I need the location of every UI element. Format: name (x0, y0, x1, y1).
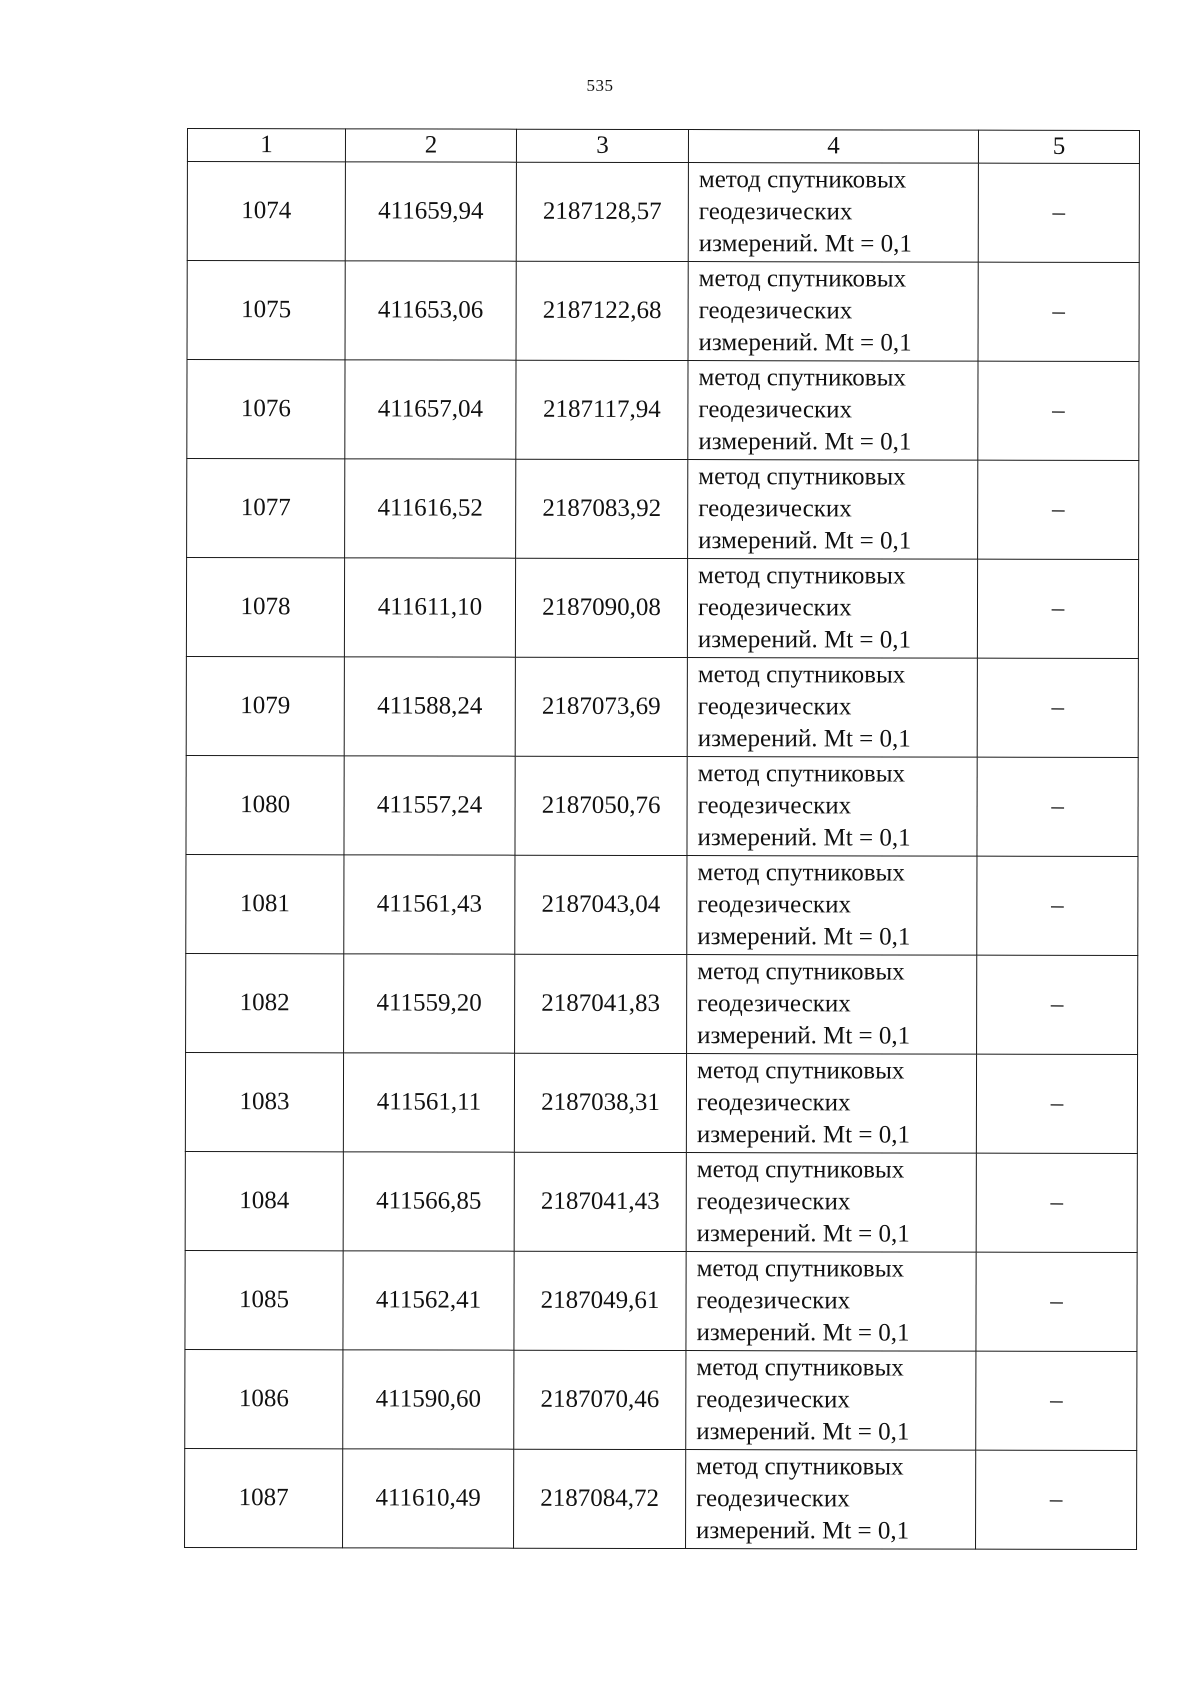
method-line: измерений. Mt = 0,1 (698, 428, 912, 456)
method-line: геодезических (697, 891, 851, 919)
y-coordinate-cell: 2187128,57 (516, 162, 688, 261)
y-coordinate-cell: 2187070,46 (514, 1350, 686, 1449)
method-line: метод спутниковых (698, 463, 906, 491)
method-line: метод спутниковых (698, 364, 906, 392)
method-line: измерений. Mt = 0,1 (696, 1220, 910, 1248)
method-line: измерений. Mt = 0,1 (697, 923, 911, 951)
header-cell-1: 1 (187, 129, 345, 162)
x-coordinate-cell: 411657,04 (345, 360, 516, 459)
method-line: геодезических (696, 1287, 851, 1315)
method-line: метод спутниковых (698, 562, 906, 590)
table-row (186, 854, 1138, 955)
y-coordinate-cell: 2187038,31 (514, 1053, 686, 1152)
note-cell: – (978, 163, 1139, 262)
x-coordinate-cell: 411561,43 (344, 855, 515, 954)
note-cell: – (976, 1450, 1137, 1549)
method-line: геодезических (697, 693, 852, 721)
y-coordinate-cell: 2187043,04 (515, 855, 687, 954)
point-number-cell: 1085 (185, 1250, 343, 1349)
header-cell-4: 4 (688, 130, 978, 164)
y-coordinate-cell: 2187084,72 (514, 1449, 686, 1548)
x-coordinate-cell: 411559,20 (344, 954, 515, 1053)
note-cell: – (976, 1351, 1137, 1450)
point-number-cell: 1081 (186, 854, 344, 953)
table-row (185, 1052, 1137, 1153)
note-cell: – (978, 460, 1139, 559)
method-line: измерений. Mt = 0,1 (696, 1418, 910, 1446)
method-line: измерений. Mt = 0,1 (698, 230, 912, 258)
method-cell (686, 1351, 976, 1451)
method-cell (688, 460, 978, 560)
x-coordinate-cell: 411653,06 (345, 261, 516, 360)
method-line: измерений. Mt = 0,1 (696, 1517, 910, 1545)
table-body (185, 162, 1140, 1550)
note-cell: – (976, 1252, 1137, 1351)
method-line: измерений. Mt = 0,1 (697, 626, 912, 654)
page-number: 535 (586, 76, 614, 95)
y-coordinate-cell: 2187041,83 (515, 954, 687, 1053)
point-number-cell: 1082 (186, 953, 344, 1052)
table-row (186, 656, 1138, 757)
method-line: измерений. Mt = 0,1 (696, 1121, 910, 1149)
method-line: геодезических (696, 1188, 851, 1216)
method-line: геодезических (698, 198, 853, 226)
table-row (187, 261, 1139, 362)
method-line: измерений. Mt = 0,1 (697, 725, 911, 753)
point-number-cell: 1075 (187, 261, 345, 360)
note-cell: – (978, 361, 1139, 460)
note-cell: – (976, 1153, 1137, 1252)
method-line: метод спутниковых (698, 265, 907, 293)
table-row (187, 162, 1139, 263)
x-coordinate-cell: 411610,49 (343, 1449, 514, 1548)
header-row (187, 129, 1139, 164)
method-line: метод спутниковых (698, 166, 907, 194)
table-row (185, 1250, 1137, 1351)
note-cell: – (977, 955, 1138, 1054)
method-line: геодезических (697, 792, 852, 820)
table-row (185, 1349, 1137, 1450)
header-cell-2: 2 (345, 129, 516, 162)
y-coordinate-cell: 2187050,76 (515, 756, 687, 855)
method-line: метод спутниковых (696, 1057, 905, 1085)
point-number-cell: 1087 (185, 1448, 343, 1547)
method-cell (687, 856, 977, 956)
method-line: измерений. Mt = 0,1 (697, 1022, 911, 1050)
point-number-cell: 1076 (187, 360, 345, 459)
note-cell: – (977, 856, 1138, 955)
point-number-cell: 1083 (185, 1052, 343, 1151)
table-row (187, 459, 1139, 560)
method-line: метод спутниковых (697, 661, 906, 689)
method-cell (686, 1252, 976, 1352)
method-line: геодезических (696, 1485, 850, 1513)
x-coordinate-cell: 411590,60 (343, 1350, 514, 1449)
table-row (186, 755, 1138, 856)
method-cell (687, 757, 977, 857)
table-row (185, 1448, 1137, 1549)
method-line: метод спутниковых (696, 1255, 905, 1283)
y-coordinate-cell: 2187083,92 (516, 459, 688, 558)
method-line: метод спутниковых (696, 1156, 905, 1184)
method-cell (687, 559, 977, 659)
method-line: геодезических (698, 495, 852, 523)
method-line: метод спутниковых (697, 958, 905, 986)
y-coordinate-cell: 2187073,69 (515, 657, 687, 756)
method-line: геодезических (698, 297, 853, 325)
note-cell: – (977, 757, 1138, 856)
coordinates-table (184, 128, 1140, 1550)
method-line: геодезических (697, 594, 852, 622)
table-header (187, 129, 1139, 164)
method-cell (687, 955, 977, 1055)
method-line: метод спутниковых (697, 859, 905, 887)
header-cell-3: 3 (516, 129, 688, 162)
point-number-cell: 1077 (187, 459, 345, 558)
method-line: геодезических (697, 990, 851, 1018)
method-line: метод спутниковых (696, 1453, 904, 1481)
method-line: измерений. Mt = 0,1 (698, 527, 912, 555)
point-number-cell: 1074 (187, 162, 345, 261)
note-cell: – (976, 1054, 1137, 1153)
note-cell: – (977, 658, 1138, 757)
method-line: метод спутниковых (696, 1354, 904, 1382)
method-cell (686, 1450, 976, 1550)
y-coordinate-cell: 2187041,43 (514, 1152, 686, 1251)
y-coordinate-cell: 2187117,94 (516, 360, 688, 459)
method-line: измерений. Mt = 0,1 (697, 824, 911, 852)
method-cell (688, 361, 978, 461)
method-cell (688, 163, 978, 263)
table-row (186, 558, 1138, 659)
table-row (187, 360, 1139, 461)
method-line: измерений. Mt = 0,1 (698, 329, 912, 357)
x-coordinate-cell: 411659,94 (345, 162, 516, 261)
point-number-cell: 1086 (185, 1349, 343, 1448)
method-line: геодезических (696, 1386, 850, 1414)
x-coordinate-cell: 411557,24 (344, 756, 515, 855)
point-number-cell: 1084 (185, 1151, 343, 1250)
x-coordinate-cell: 411561,11 (343, 1053, 514, 1152)
x-coordinate-cell: 411588,24 (344, 657, 515, 756)
table-row (186, 953, 1138, 1054)
method-line: измерений. Mt = 0,1 (696, 1319, 910, 1347)
method-cell (686, 1153, 976, 1253)
method-cell (686, 1054, 976, 1154)
note-cell: – (977, 559, 1138, 658)
x-coordinate-cell: 411562,41 (343, 1251, 514, 1350)
header-cell-5: 5 (978, 130, 1139, 163)
point-number-cell: 1079 (186, 656, 344, 755)
y-coordinate-cell: 2187090,08 (515, 558, 687, 657)
y-coordinate-cell: 2187049,61 (514, 1251, 686, 1350)
method-line: геодезических (698, 396, 853, 424)
method-line: геодезических (696, 1089, 851, 1117)
table-row (185, 1151, 1137, 1252)
point-number-cell: 1078 (186, 558, 344, 657)
x-coordinate-cell: 411566,85 (343, 1152, 514, 1251)
y-coordinate-cell: 2187122,68 (516, 261, 688, 360)
x-coordinate-cell: 411611,10 (344, 558, 515, 657)
point-number-cell: 1080 (186, 755, 344, 854)
method-cell (687, 658, 977, 758)
x-coordinate-cell: 411616,52 (345, 459, 516, 558)
method-cell (688, 262, 978, 362)
method-line: метод спутниковых (697, 760, 906, 788)
note-cell: – (978, 262, 1139, 361)
